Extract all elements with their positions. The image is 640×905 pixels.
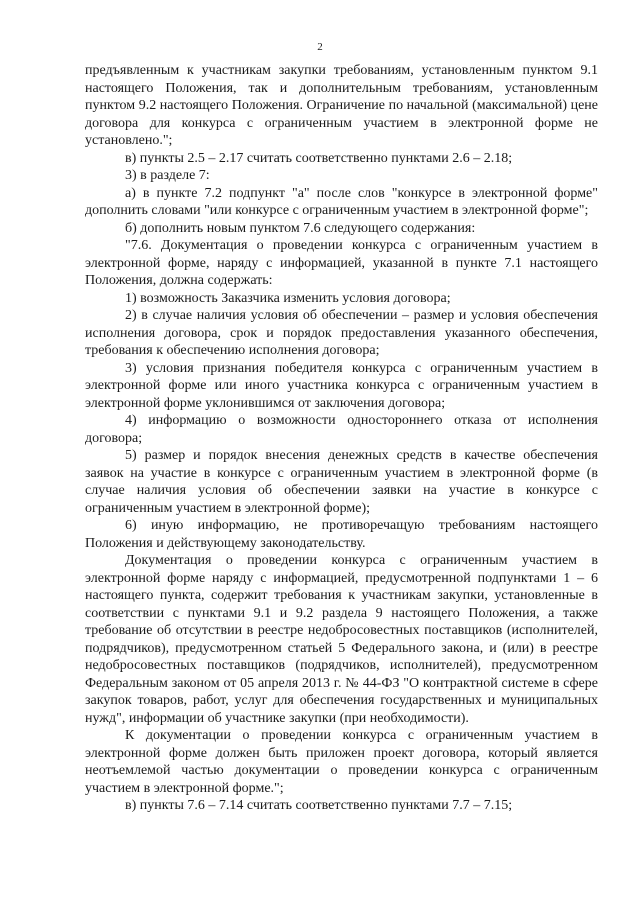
paragraph: в) пункты 2.5 – 2.17 считать соответственно пунктами 2.6 – 2.18;	[125, 150, 513, 166]
paragraph: б) дополнить новым пунктом 7.6 следующего содержания:	[125, 220, 476, 236]
paragraph: 6) иную информацию, не противоречащую требованиям настоящего Положения и действующему законодательству.	[85, 518, 598, 551]
page-number: 2	[317, 41, 323, 53]
paragraph: 5) размер и порядок внесения денежных средств в качестве обеспечения заявок на участие в конкурсе с ограниченным участием в электронной форме (в случае наличия условия об обеспечении заявки на участие в конкурсе с ограниченным участием в электронной форме);	[85, 448, 598, 516]
document-body	[85, 62, 598, 815]
paragraph: 3) в разделе 7:	[125, 168, 210, 183]
paragraph: К документации о проведении конкурса с ограниченным участием в электронной форме должен быть приложен проект договора, который является неотъемлемой частью документации о проведении конкурса с ограниченным участием в электронной форме.";	[85, 728, 598, 796]
paragraph: 4) информацию о возможности одностороннего отказа от исполнения договора;	[85, 413, 598, 446]
paragraph: "7.6. Документация о проведении конкурса с ограниченным участием в электронной форме, наряду с информацией, указанной в пункте 7.1 настоящего Положения, должна содержать:	[85, 238, 598, 288]
paragraph: Документация о проведении конкурса с ограниченным участием в электронной форме наряду с информацией, предусмотренной подпунктами 1 – 6 настоящего пункта, содержит требования к участникам закупки, установленные в соответствии с пунктами 9.1 и 9.2 раздела 9 настоящего Положения, а также требование об отсутствии в реестре недобросовестных поставщиков (исполнителей, подрядчиков), предусмотренном статьей 5 Федерального закона, и (или) в реестре недобросовестных поставщиков (подрядчиков, исполнителей), предусмотренном Федеральным законом от 05 апреля 2013 г. № 44-ФЗ "О контрактной системе в сфере закупок товаров, работ, услуг для обеспечения государственных и муниципальных нужд", информации об участнике закупки (при необходимости).	[85, 553, 598, 726]
paragraph: в) пункты 7.6 – 7.14 считать соответственно пунктами 7.7 – 7.15;	[125, 798, 513, 813]
paragraph: 2) в случае наличия условия об обеспечении – размер и условия обеспечения исполнения договора, срок и порядок предоставления указанного обеспечения, требования к обеспечению исполнения договора;	[85, 308, 598, 358]
paragraph: 1) возможность Заказчика изменить условия договора;	[125, 290, 451, 306]
paragraph: а) в пункте 7.2 подпункт "а" после слов "конкурсе в электронной форме" дополнить словами "или конкурсе с ограниченным участием в электронной форме";	[85, 185, 598, 218]
paragraph: предъявленным к участникам закупки требованиям, установленным пунктом 9.1 настоящего Положения, так и дополнительным требованиям, установленным пунктом 9.2 настоящего Положения. Ограничение по начальной (максимальной) цене договора для конкурса с ограниченным участием в электронной форме не установлено.";	[85, 63, 598, 148]
paragraph: 3) условия признания победителя конкурса с ограниченным участием в электронной форме или иного участника конкурса с ограниченным участием в электронной форме уклонившимся от заключения договора;	[85, 360, 598, 411]
